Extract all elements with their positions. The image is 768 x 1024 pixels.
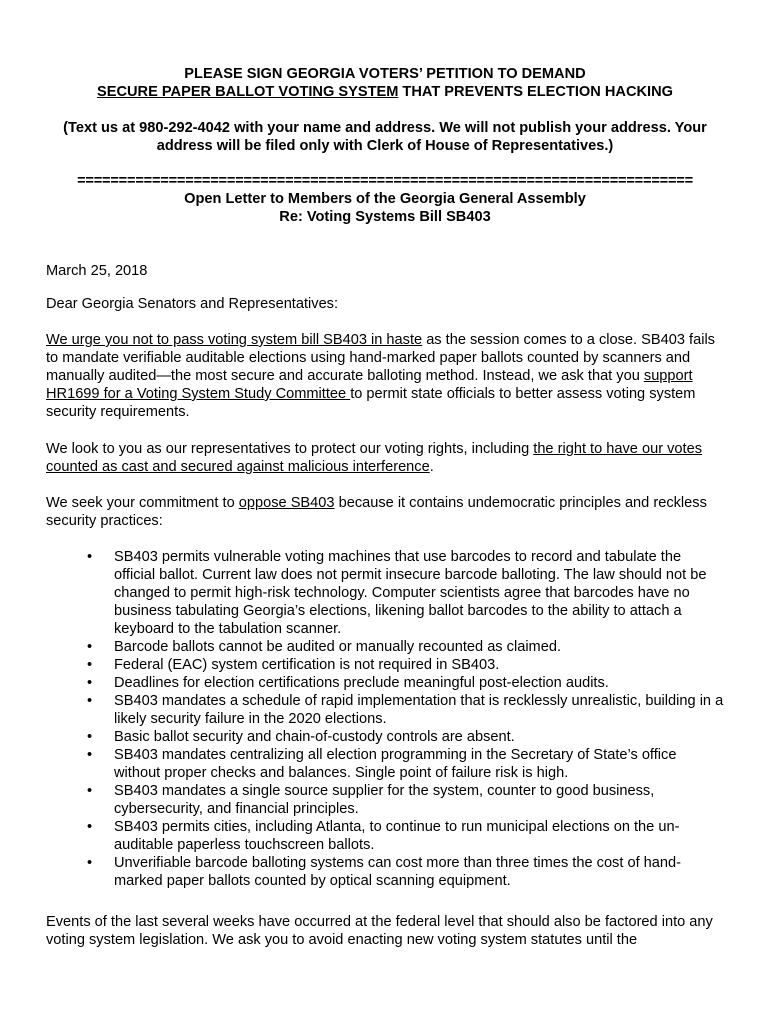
closing-paragraph: Events of the last several weeks have occurred at the federal level that should also be factored into any voting system legislation. We ask you to avoid enacting new voting system statutes until the — [46, 914, 713, 948]
contact-line-1: (Text us at 980-292-4042 with your name and address. We will not publish your address. Your — [63, 120, 707, 136]
letter-date: March 25, 2018 — [46, 263, 148, 279]
p3-text-2: because it contains undemocratic principles and reckless security practices: — [46, 495, 707, 529]
paragraph-2 — [46, 440, 726, 476]
letter-title: Open Letter to Members of the Georgia General Assembly — [184, 191, 586, 207]
p2-text-2: . — [429, 459, 434, 475]
list-item: • Basic ballot security and chain-of-custody controls are absent. — [46, 728, 726, 746]
list-item: • SB403 mandates a schedule of rapid implementation that is recklessly unrealistic, building in a likely security failure in the 2020 elections. — [46, 692, 726, 728]
list-item: • Barcode ballots cannot be audited or manually recounted as claimed. — [46, 638, 726, 656]
p1-text-1: as the session comes to a close. SB403 fails to mandate verifiable auditable elections using hand-marked paper ballots counted by scanners and manually audited—the most secure and accurate balloting method. Instead, we ask that you — [46, 332, 715, 384]
heading-rest: THAT PREVENTS ELECTION HACKING — [398, 84, 673, 100]
contact-instructions — [40, 119, 730, 155]
paragraph-1 — [46, 331, 726, 421]
heading-line-1: PLEASE SIGN GEORGIA VOTERS’ PETITION TO DEMAND — [184, 66, 586, 82]
p3-text-1: We seek your commitment to — [46, 495, 239, 511]
p1-text-2: to permit state officials to better assess voting system security requirements. — [46, 386, 696, 420]
contact-line-2: address will be filed only with Clerk of House of Representatives.) — [156, 138, 614, 154]
letter-heading — [40, 190, 730, 226]
salutation: Dear Georgia Senators and Representatives: — [46, 296, 339, 312]
heading-underlined: SECURE PAPER BALLOT VOTING SYSTEM — [97, 84, 399, 100]
list-item: • Federal (EAC) system certification is not required in SB403. — [46, 656, 726, 674]
heading-line-2 — [40, 83, 730, 101]
p3-underline-1: oppose SB403 — [238, 495, 335, 511]
concerns-list — [46, 548, 726, 890]
separator: ========================================================================== — [77, 173, 693, 189]
p2-underline-1: the right to have our votes counted as cast and secured against malicious interference — [46, 441, 703, 475]
list-item: • SB403 permits vulnerable voting machines that use barcodes to record and tabulate the official ballot. Current law does not permit insecure barcode balloting. The law should not be changed to permit high-risk technology. Computer scientists agree that barcodes have no business tabulating Georgia’s elections, likening ballot barcodes to the ability to attach a keyboard to the tabulation scanner. — [46, 548, 726, 638]
list-item: • SB403 mandates centralizing all election programming in the Secretary of State’s office without proper checks and balances. Single point of failure risk is high. — [46, 746, 726, 782]
list-item: • Unverifiable barcode balloting systems can cost more than three times the cost of hand-marked paper ballots counted by optical scanning equipment. — [46, 854, 726, 890]
p1-underline-1: We urge you not to pass voting system bill SB403 in haste — [46, 332, 423, 348]
list-item: • SB403 permits cities, including Atlanta, to continue to run municipal elections on the un-auditable paperless touchscreen ballots. — [46, 818, 726, 854]
list-item: • Deadlines for election certifications preclude meaningful post-election audits. — [46, 674, 726, 692]
paragraph-3 — [46, 494, 726, 530]
p2-text-1: We look to you as our representatives to protect our voting rights, including — [46, 441, 534, 457]
petition-heading — [40, 65, 730, 101]
list-item: • SB403 mandates a single source supplier for the system, counter to good business, cybersecurity, and financial principles. — [46, 782, 726, 818]
letter-subject: Re: Voting Systems Bill SB403 — [279, 209, 491, 225]
p1-underline-2: support HR1699 for a Voting System Study Committee — [46, 368, 693, 402]
